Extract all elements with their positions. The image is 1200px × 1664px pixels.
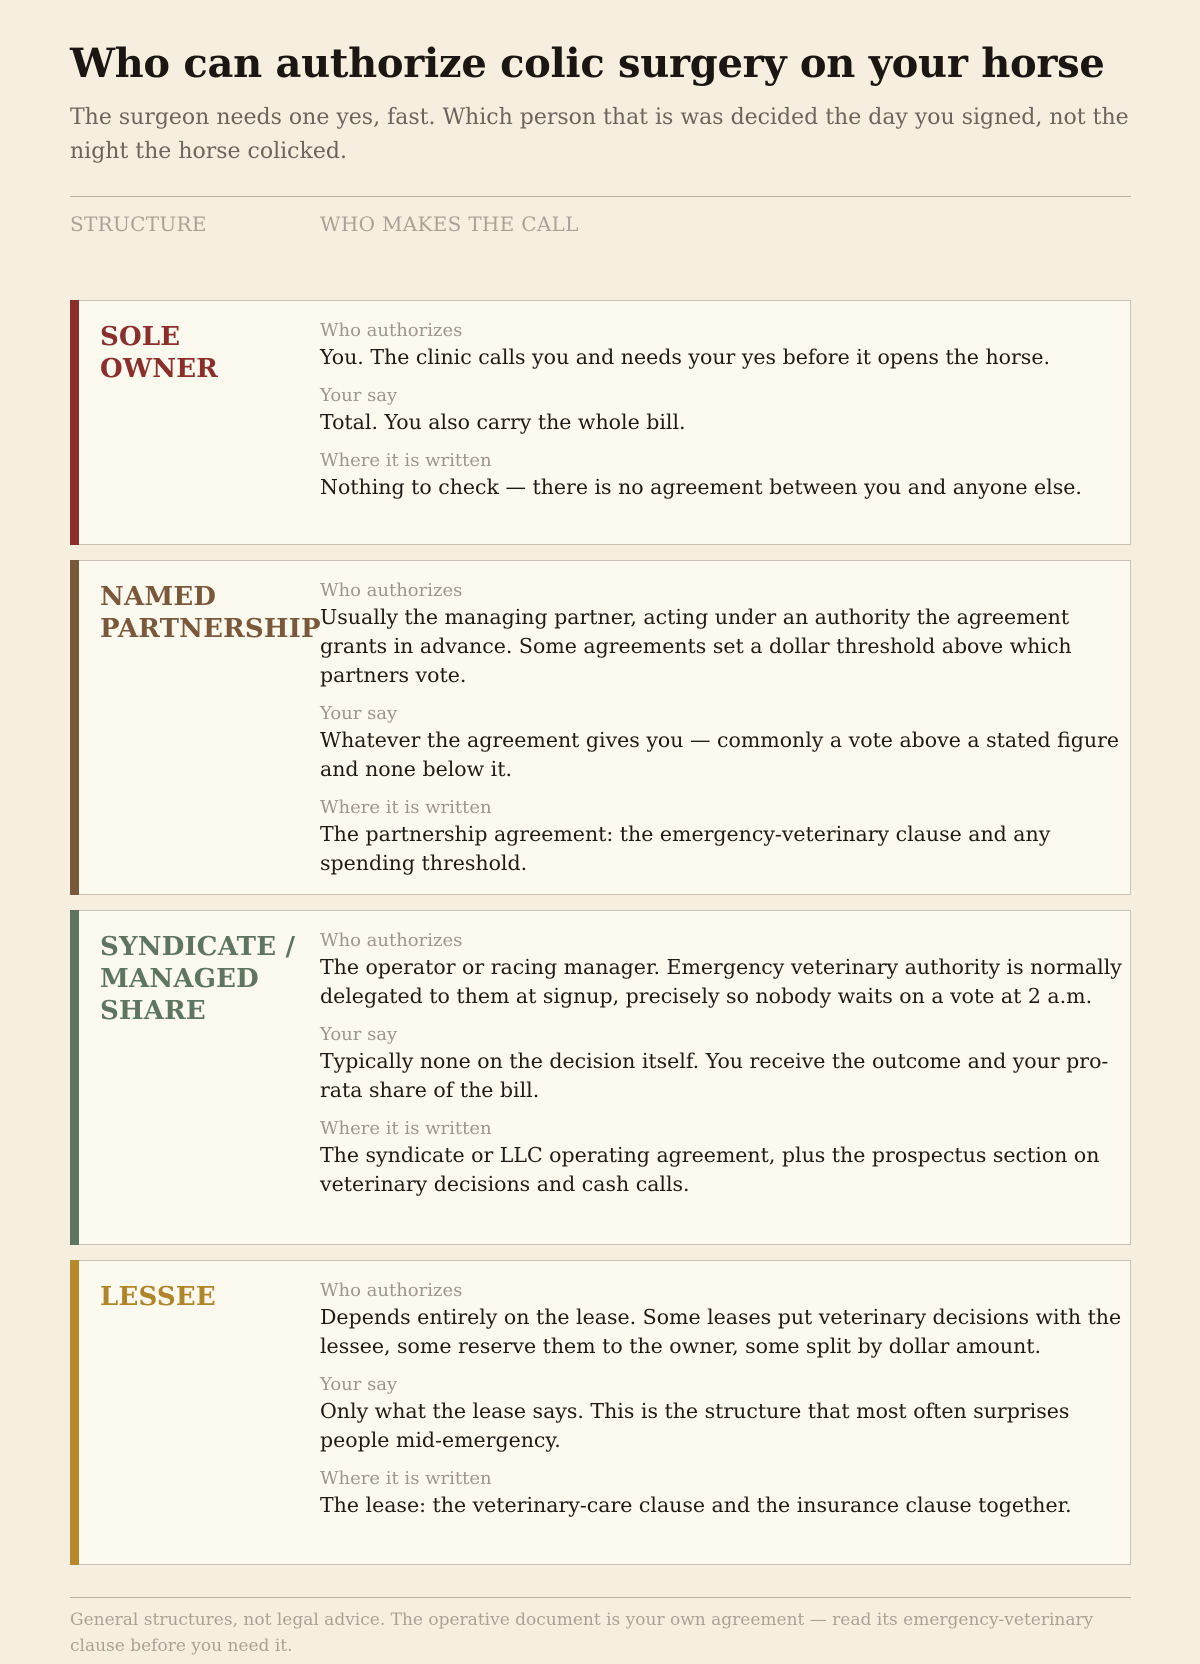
field-text-where-written: The lease: the veterinary-care clause and the insurance clause together. bbox=[320, 1493, 1072, 1517]
page-title: Who can authorize colic surgery on your horse bbox=[70, 40, 1105, 87]
accent-bar bbox=[70, 1260, 79, 1565]
field-label-where-written: Where it is written bbox=[320, 1468, 492, 1489]
field-text-where-written: The partnership agreement: the emergency-veterinary clause and any spending threshold. bbox=[320, 822, 1051, 875]
field-label-who-authorizes: Who authorizes bbox=[320, 580, 463, 601]
field-text-where-written: The syndicate or LLC operating agreement, plus the prospectus section on veterinary decisions and cash calls. bbox=[320, 1143, 1100, 1196]
column-header-structure: STRUCTURE bbox=[70, 212, 207, 236]
field-text-your-say: Only what the lease says. This is the structure that most often surprises people mid-emergency. bbox=[320, 1399, 1070, 1452]
structure-name: LESSEE bbox=[100, 1282, 216, 1312]
field-label-your-say: Your say bbox=[320, 703, 398, 724]
field-label-your-say: Your say bbox=[320, 1024, 398, 1045]
field-label-who-authorizes: Who authorizes bbox=[320, 930, 463, 951]
structure-name: NAMED PARTNERSHIP bbox=[100, 582, 321, 644]
card-lessee bbox=[70, 1260, 1131, 1565]
field-text-who-authorizes: You. The clinic calls you and needs your yes before it opens the horse. bbox=[320, 345, 1050, 369]
field-text-who-authorizes: The operator or racing manager. Emergency veterinary authority is normally delegated to them at signup, precisely so nobody waits on a vote at 2 a.m. bbox=[320, 955, 1122, 1008]
header-divider bbox=[70, 196, 1131, 197]
accent-bar bbox=[70, 300, 79, 545]
field-label-where-written: Where it is written bbox=[320, 1118, 492, 1139]
column-header-who-makes-the-call: WHO MAKES THE CALL bbox=[320, 212, 579, 236]
accent-bar bbox=[70, 910, 79, 1245]
field-text-who-authorizes: Usually the managing partner, acting under an authority the agreement grants in advance. Some agreements set a dollar threshold above which partners vote. bbox=[320, 605, 1072, 687]
field-label-who-authorizes: Who authorizes bbox=[320, 1280, 463, 1301]
field-label-where-written: Where it is written bbox=[320, 450, 492, 471]
accent-bar bbox=[70, 560, 79, 895]
field-text-your-say: Whatever the agreement gives you — commonly a vote above a stated figure and none below it. bbox=[320, 728, 1120, 781]
footer-divider bbox=[70, 1597, 1131, 1598]
field-label-where-written: Where it is written bbox=[320, 797, 492, 818]
card-fields bbox=[320, 319, 1135, 502]
card-fields bbox=[320, 579, 1135, 878]
card-syndicate-managed-share bbox=[70, 910, 1131, 1245]
card-fields bbox=[320, 1279, 1135, 1520]
card-named-partnership bbox=[70, 560, 1131, 895]
field-label-who-authorizes: Who authorizes bbox=[320, 320, 463, 341]
page-subtitle: The surgeon needs one yes, fast. Which person that is was decided the day you signed, not the night the horse colicked. bbox=[70, 105, 1129, 164]
structure-name: SOLE OWNER bbox=[100, 322, 219, 384]
card-fields bbox=[320, 929, 1135, 1199]
field-label-your-say: Your say bbox=[320, 385, 398, 406]
field-text-who-authorizes: Depends entirely on the lease. Some leases put veterinary decisions with the lessee, some reserve them to the owner, some split by dollar amount. bbox=[320, 1305, 1122, 1358]
field-text-your-say: Total. You also carry the whole bill. bbox=[320, 410, 686, 434]
card-sole-owner bbox=[70, 300, 1131, 545]
disclaimer-footnote: General structures, not legal advice. The operative document is your own agreement — read its emergency-veterinary clause before you need it. bbox=[70, 1610, 1094, 1656]
field-text-your-say: Typically none on the decision itself. You receive the outcome and your pro-rata share of the bill. bbox=[320, 1049, 1109, 1102]
structure-name: SYNDICATE / MANAGED SHARE bbox=[100, 932, 296, 1026]
field-label-your-say: Your say bbox=[320, 1374, 398, 1395]
field-text-where-written: Nothing to check — there is no agreement between you and anyone else. bbox=[320, 475, 1082, 499]
